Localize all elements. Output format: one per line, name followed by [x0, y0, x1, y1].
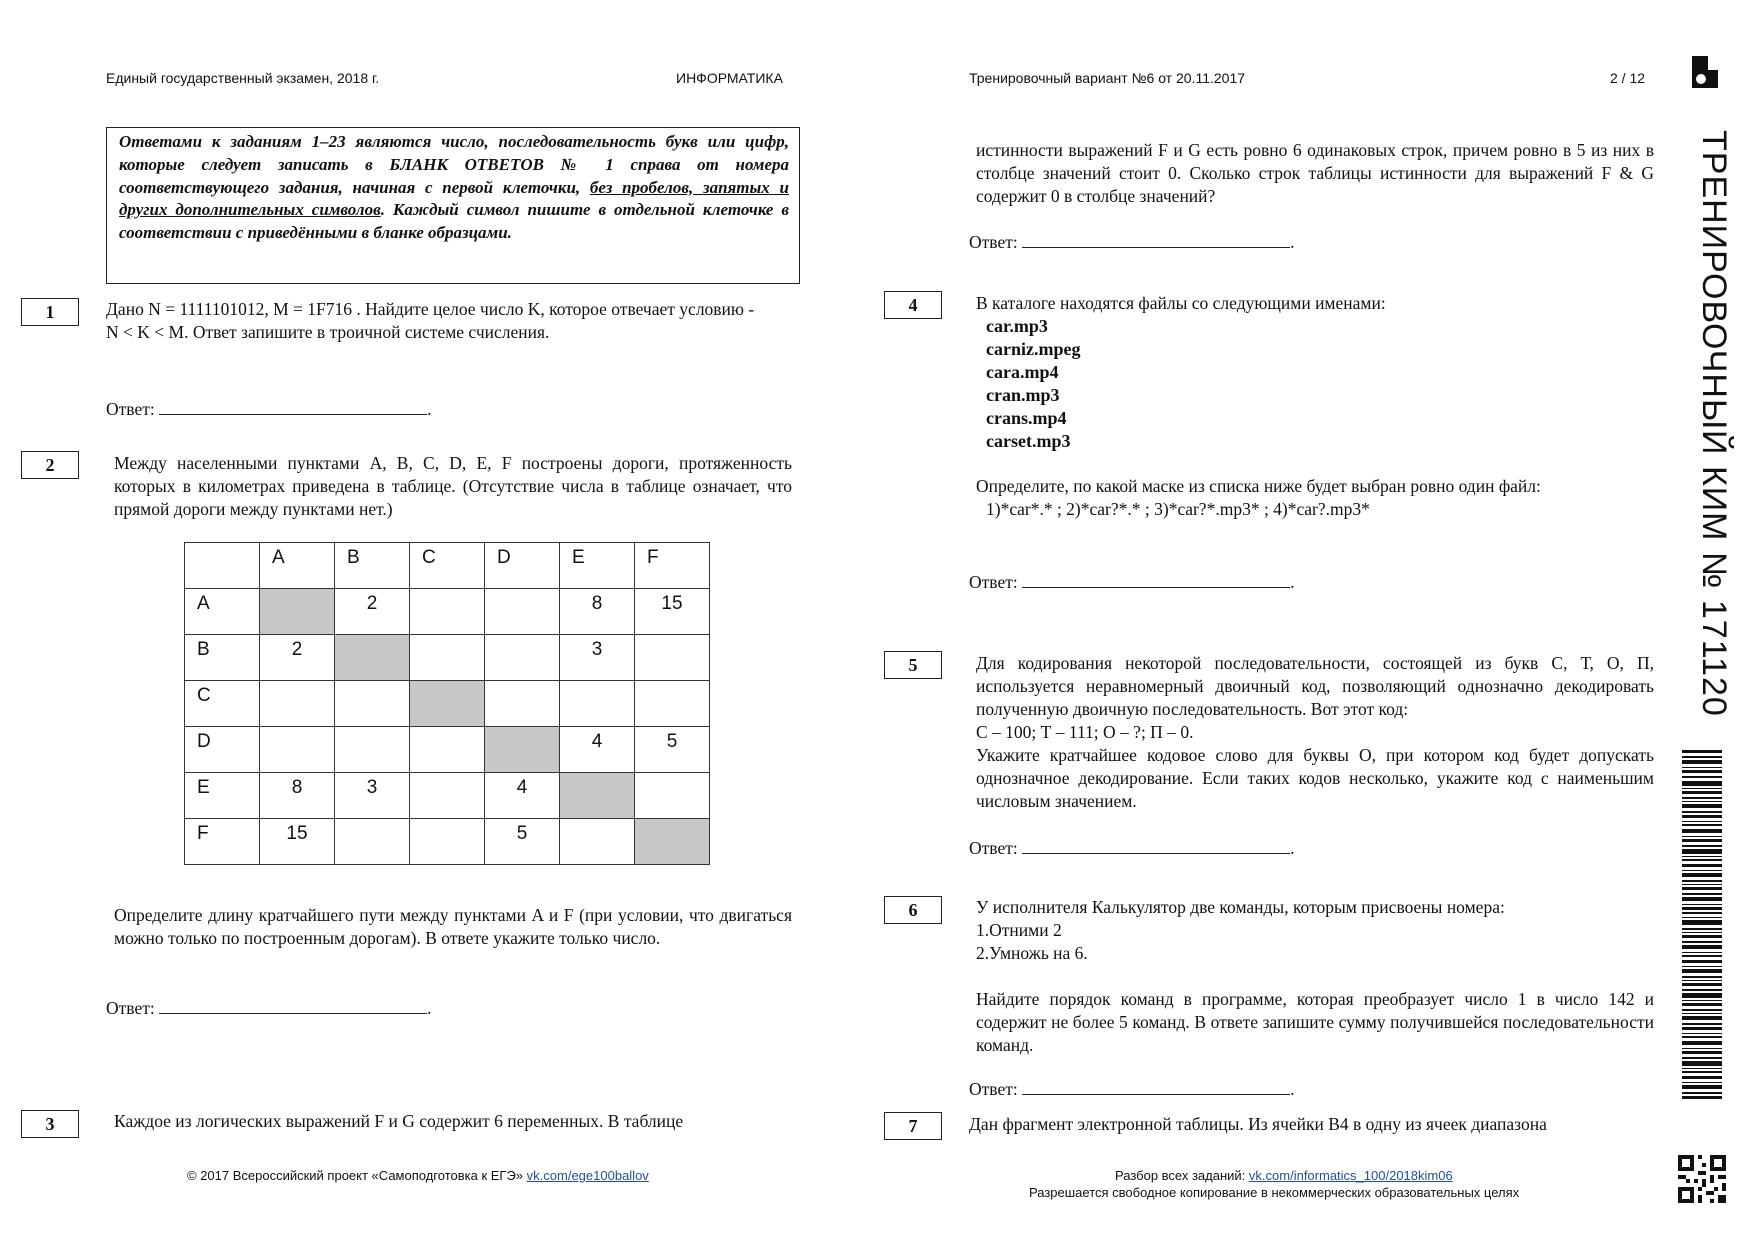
table-cell	[485, 635, 560, 681]
table-cell-diagonal	[485, 727, 560, 773]
variant-title: Тренировочный вариант №6 от 20.11.2017	[969, 70, 1246, 86]
table-row	[185, 589, 710, 635]
task-2-intro: Между населенными пунктами A, B, C, D, E, F построены дороги, протяженность которых в километрах приведена в таблице. (Отсутствие числа в таблице означает, что прямой дороги между пунктами нет.)	[114, 453, 792, 519]
task-6-cmd1: 1.Отними 2	[976, 920, 1062, 940]
task-number-7: 7	[884, 1112, 942, 1140]
task-4-answer[interactable]: Ответ: .	[969, 572, 1295, 592]
task-2-answer[interactable]: Ответ: .	[106, 998, 432, 1018]
table-cell	[335, 727, 410, 773]
footer-link-informatics[interactable]: vk.com/informatics_100/2018kim06	[1248, 1168, 1453, 1183]
list-item: carniz.mpeg	[986, 339, 1081, 359]
footer-right	[1115, 1168, 1453, 1183]
list-item: cran.mp3	[986, 385, 1060, 405]
list-item: crans.mp4	[986, 408, 1067, 428]
task-number-5: 5	[884, 651, 942, 679]
table-cell-diagonal	[635, 819, 710, 865]
table-cell: 15	[635, 589, 710, 635]
table-header-row	[185, 543, 710, 589]
table-cell	[560, 819, 635, 865]
list-item: carset.mp3	[986, 431, 1071, 451]
task-1-text	[106, 298, 800, 344]
task-6-question: Найдите порядок команд в программе, которая преобразует число 1 в число 142 и содержит не более 5 команд. В ответе запишите сумму получившейся последовательности команд.	[976, 989, 1654, 1055]
table-cell	[185, 543, 260, 589]
task-4-question: Определите, по какой маске из списка ниже будет выбран ровно один файл:	[976, 476, 1541, 496]
footer-analysis-label: Разбор всех заданий:	[1115, 1168, 1246, 1183]
table-cell: F	[185, 819, 260, 865]
table-cell: D	[485, 543, 560, 589]
table-cell: A	[185, 589, 260, 635]
task-5-intro: Для кодирования некоторой последовательности, состоящей из букв С, Т, О, П, используется неравномерный двоичный код, позволяющий однозначно декодировать полученную двоичную последовательность. Вот этот код:	[976, 653, 1654, 719]
footer-copy-permission: Разрешается свободное копирование в некоммерческих образовательных целях	[1029, 1185, 1520, 1200]
table-cell	[410, 727, 485, 773]
table-row	[185, 819, 710, 865]
table-cell	[410, 819, 485, 865]
task-number-6: 6	[884, 896, 942, 924]
answer-line[interactable]	[1022, 1078, 1290, 1095]
table-cell	[410, 773, 485, 819]
task-5-question: Укажите кратчайшее кодовое слово для буквы О, при котором код будет допускать однозначное декодирование. Если таких кодов несколько, укажите код с наименьшим числовым значением.	[976, 745, 1654, 811]
table-cell-diagonal	[260, 589, 335, 635]
task-6-intro: У исполнителя Калькулятор две команды, которым присвоены номера:	[976, 897, 1505, 917]
task-7-start: Дан фрагмент электронной таблицы. Из ячейки B4 в одну из ячеек диапазона	[969, 1114, 1547, 1134]
task-6-answer[interactable]: Ответ: .	[969, 1079, 1295, 1099]
table-cell: 4	[485, 773, 560, 819]
table-cell: 8	[260, 773, 335, 819]
table-cell: 3	[560, 635, 635, 681]
list-item: car.mp3	[986, 316, 1048, 336]
table-cell-diagonal	[335, 635, 410, 681]
instructions-underlined: без пробелов, запятых и других дополнительных символов	[119, 177, 789, 220]
table-cell	[560, 681, 635, 727]
table-cell: 5	[485, 819, 560, 865]
table-cell: D	[185, 727, 260, 773]
table-cell	[260, 681, 335, 727]
table-cell	[635, 773, 710, 819]
task-4-intro: В каталоге находятся файлы со следующими именами:	[976, 293, 1386, 313]
table-row	[185, 727, 710, 773]
answer-line[interactable]	[1022, 231, 1290, 248]
table-cell: 8	[560, 589, 635, 635]
table-cell: 4	[560, 727, 635, 773]
footer-link-ege100ballov[interactable]: vk.com/ege100ballov	[526, 1168, 649, 1183]
answer-label: Ответ:	[969, 572, 1018, 592]
distance-table	[184, 542, 710, 865]
task-number-4: 4	[884, 291, 942, 319]
table-cell-diagonal	[560, 773, 635, 819]
answer-line[interactable]	[1022, 571, 1290, 588]
answer-line[interactable]	[159, 398, 427, 415]
answer-label: Ответ:	[106, 399, 155, 419]
answer-label: Ответ:	[106, 998, 155, 1018]
table-cell: 3	[335, 773, 410, 819]
table-cell: B	[185, 635, 260, 681]
task-3-start: Каждое из логических выражений F и G содержит 6 переменных. В таблице	[114, 1111, 684, 1131]
table-row	[185, 773, 710, 819]
task-5-answer[interactable]: Ответ: .	[969, 838, 1295, 858]
table-cell: 2	[335, 589, 410, 635]
answer-line[interactable]	[159, 997, 427, 1014]
task-number-3: 3	[21, 1110, 79, 1138]
page-number: 2 / 12	[1610, 70, 1646, 86]
table-cell: C	[185, 681, 260, 727]
answer-label: Ответ:	[969, 232, 1018, 252]
barcode-icon	[1682, 750, 1722, 1100]
table-cell-diagonal	[410, 681, 485, 727]
table-cell	[635, 681, 710, 727]
table-cell	[335, 681, 410, 727]
table-cell: 5	[635, 727, 710, 773]
qr-code-icon	[1678, 1155, 1726, 1203]
table-cell	[485, 681, 560, 727]
table-cell: E	[185, 773, 260, 819]
footer-left	[187, 1168, 649, 1183]
instructions-box	[106, 127, 800, 284]
table-cell: B	[335, 543, 410, 589]
table-cell	[410, 589, 485, 635]
table-cell: C	[410, 543, 485, 589]
answer-label: Ответ:	[969, 838, 1018, 858]
task-4-file-list	[986, 315, 1080, 453]
table-row	[185, 635, 710, 681]
table-cell: A	[260, 543, 335, 589]
table-cell	[260, 727, 335, 773]
answer-label: Ответ:	[969, 1079, 1018, 1099]
table-cell: 15	[260, 819, 335, 865]
exam-title: Единый государственный экзамен, 2018 г.	[106, 70, 380, 86]
task-6-cmd2: 2.Умножь на 6.	[976, 943, 1088, 963]
task-5-text	[976, 652, 1654, 813]
table-cell	[335, 819, 410, 865]
list-item: cara.mp4	[986, 362, 1059, 382]
instructions-text: Ответами к заданиям 1–23 являются число, последовательность букв или цифр, которые следует записать в БЛАНК ОТВЕТОВ № 1 справа от номера соответствующего задания, начиная с первой клеточки,	[119, 132, 789, 197]
subject-title: ИНФОРМАТИКА	[676, 70, 783, 86]
task-2-question: Определите длину кратчайшего пути между пунктами A и F (при условии, что двигаться можно только по построенным дорогам). В ответе укажите только число.	[114, 905, 792, 948]
task-1-line2: N < K < M. Ответ запишите в троичной системе счисления.	[106, 322, 550, 342]
footer-copyright: © 2017 Всероссийский проект «Самоподготовка к ЕГЭ»	[187, 1168, 524, 1183]
corner-marker-icon	[1692, 56, 1718, 88]
table-cell	[410, 635, 485, 681]
task-number-1: 1	[21, 298, 79, 326]
task-3-answer[interactable]: Ответ: .	[969, 232, 1295, 252]
side-title-text: ТРЕНИРОВОЧНЫЙ КИМ № 171120	[1695, 130, 1733, 717]
task-1-answer[interactable]: Ответ: .	[106, 399, 432, 419]
table-cell	[485, 589, 560, 635]
answer-line[interactable]	[1022, 837, 1290, 854]
task-1-line1: Дано N = 1111101012, M = 1F716 . Найдите целое число K, которое отвечает условию -	[106, 299, 755, 319]
vertical-variant-title	[1693, 130, 1733, 730]
instructions-text-end: . Каждый символ пишите в отдельной клеточке в соответствии с приведёнными в бланке образцами.	[119, 200, 789, 243]
task-3-continued: истинности выражений F и G есть ровно 6 одинаковых строк, причем ровно в 5 из них в столбце значений стоит 0. Сколько строк таблицы истинности для выражений F & G содержит 0 в столбце значений?	[976, 140, 1654, 206]
table-row	[185, 681, 710, 727]
table-cell: E	[560, 543, 635, 589]
task-number-2: 2	[21, 451, 79, 479]
table-cell: F	[635, 543, 710, 589]
task-4-options: 1)*car*.* ; 2)*car?*.* ; 3)*car?*.mp3* ; 4)*car?.mp3*	[986, 499, 1370, 519]
table-cell: 2	[260, 635, 335, 681]
table-cell	[635, 635, 710, 681]
task-5-codes: С – 100; Т – 111; О – ?; П – 0.	[976, 722, 1194, 742]
